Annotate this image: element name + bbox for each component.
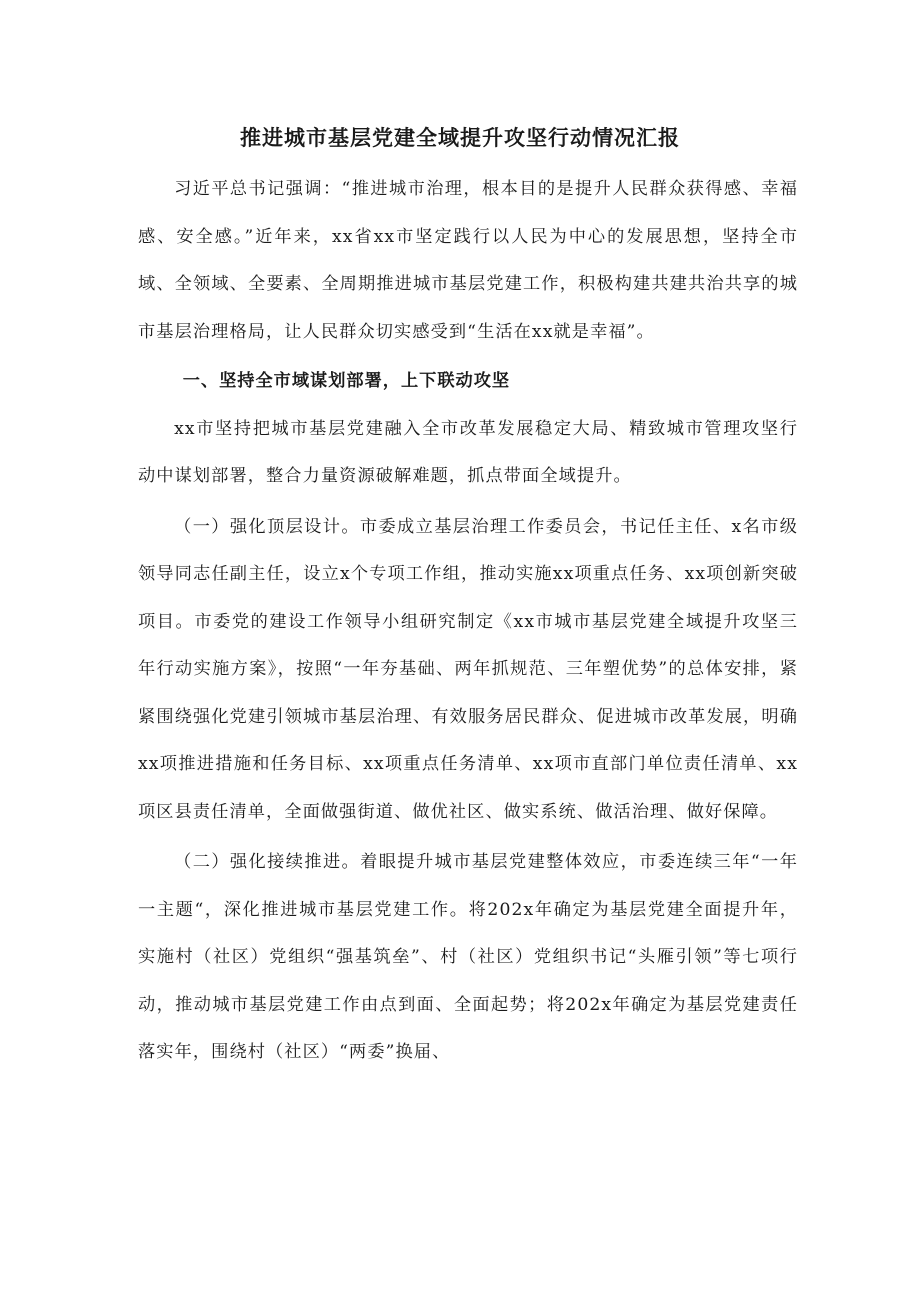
- document-body: [138, 166, 798, 1077]
- section-heading: 一、坚持全市域谋划部署，上下联动攻坚: [182, 371, 511, 391]
- section-intro-paragraph: xx市坚持把城市基层党建融入全市改革发展稳定大局、精致城市管理攻坚行动中谋划部署，整合力量资源破解难题，抓点带面全域提升。: [138, 418, 798, 486]
- intro-paragraph: 习近平总书记强调：“推进城市治理，根本目的是提升人民群众获得感、幸福感、安全感。”近年来，xx省xx市坚定践行以人民为中心的发展思想，坚持全市域、全领域、全要素、全周期推进城市基层党建工作，积极构建共建共治共享的城市基层治理格局，让人民群众切实感受到“生活在xx就是幸福”。: [138, 179, 798, 342]
- section-item-2: （二）强化接续推进。着眼提升城市基层党建整体效应，市委连续三年“一年一主题“，深化推进城市基层党建工作。将202x年确定为基层党建全面提升年，实施村（社区）党组织“强基筑垒”、村（社区）党组织书记“头雁引领”等七项行动，推动城市基层党建工作由点到面、全面起势；将202x年确定为基层党建责任落实年，围绕村（社区）“两委”换届、: [138, 852, 798, 1062]
- document-title: 推进城市基层党建全域提升攻坚行动情况汇报: [240, 126, 680, 150]
- section-item-1: （一）强化顶层设计。市委成立基层治理工作委员会，书记任主任、x名市级领导同志任副主任，设立x个专项工作组，推动实施xx项重点任务、xx项创新突破项目。市委党的建设工作领导小组研究制定《xx市城市基层党建全域提升攻坚三年行动实施方案》，按照“一年夯基础、两年抓规范、三年塑优势”的总体安排，紧紧围绕强化党建引领城市基层治理、有效服务居民群众、促进城市改革发展，明确xx项推进措施和任务目标、xx项重点任务清单、xx项市直部门单位责任清单、xx项区县责任清单，全面做强街道、做优社区、做实系统、做活治理、做好保障。: [138, 516, 798, 822]
